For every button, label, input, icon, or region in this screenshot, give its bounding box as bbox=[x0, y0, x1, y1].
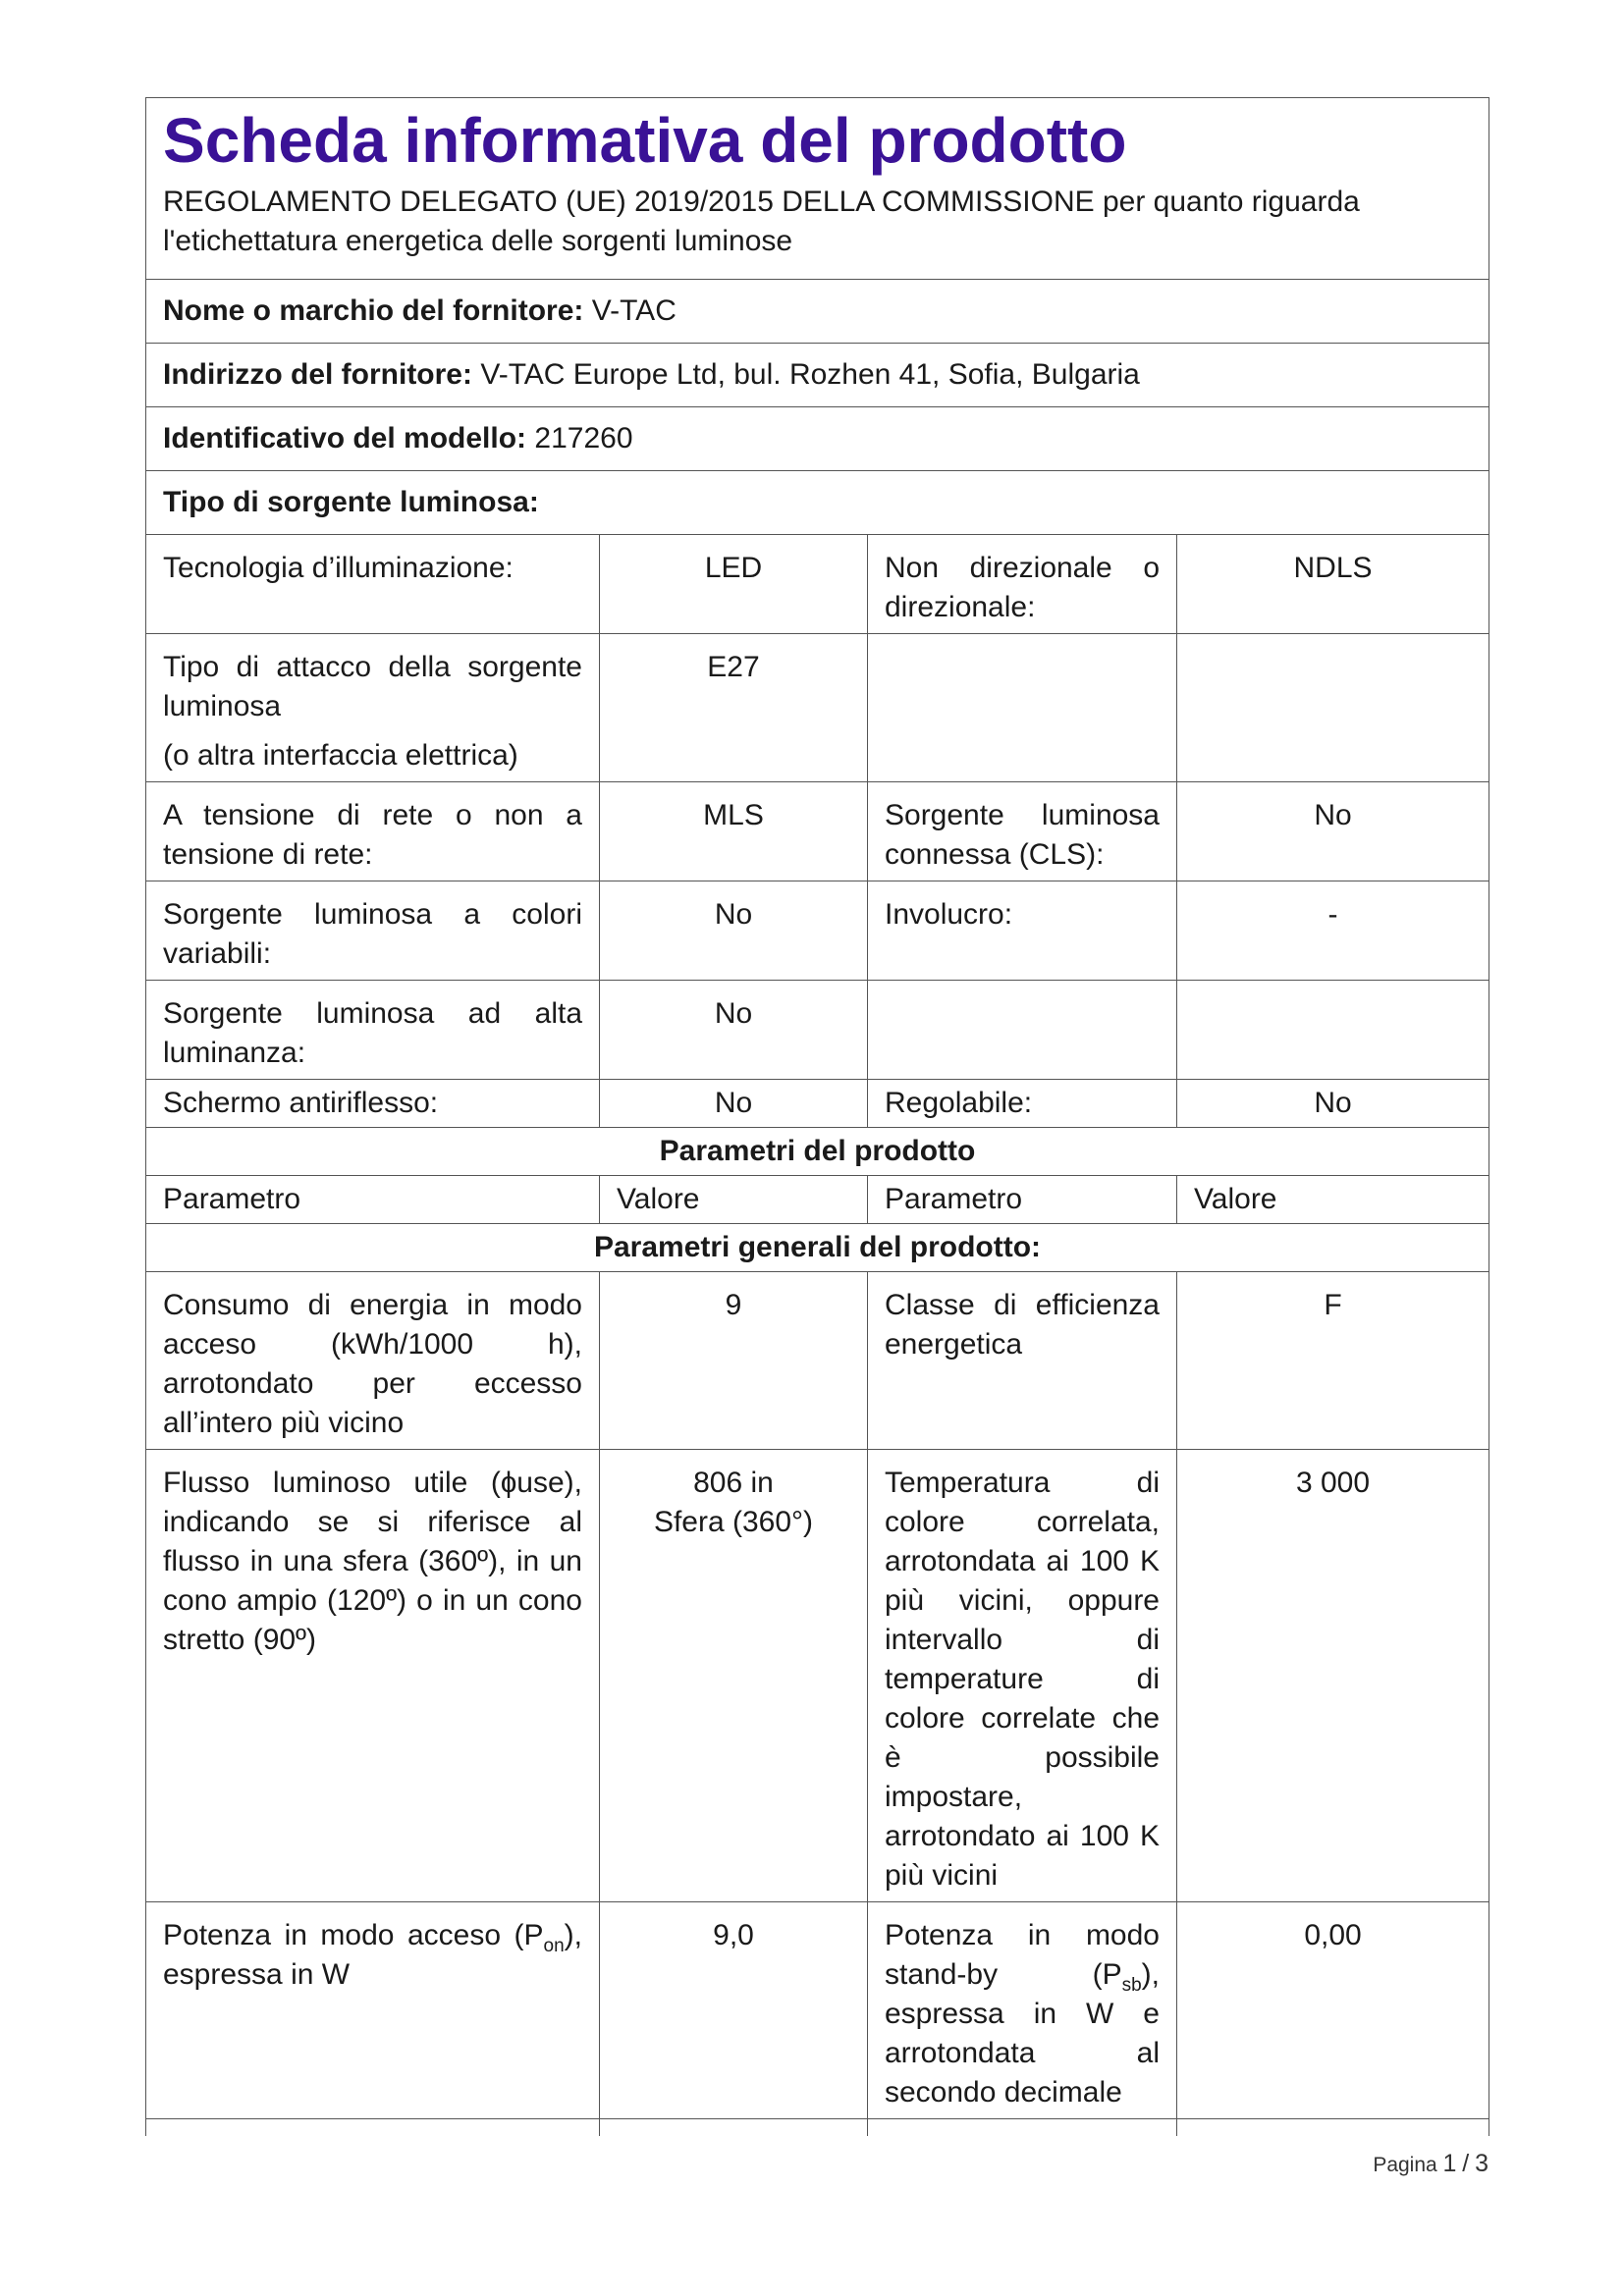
useful-flux-value: 806 in bbox=[693, 1467, 774, 1499]
header-cell bbox=[146, 98, 1489, 280]
table-row bbox=[146, 535, 1489, 634]
cap-type-value: E27 bbox=[600, 634, 868, 782]
envelope-value: - bbox=[1177, 881, 1489, 981]
energy-consumption-label: Consumo di energia in modo acceso (kWh/1000 h), arrotondato per eccesso all’intero più vicino bbox=[146, 1272, 600, 1450]
connected-label: Sorgente luminosa connessa (CLS): bbox=[868, 782, 1177, 881]
column-header-value: Valore bbox=[600, 1176, 868, 1224]
table-row bbox=[146, 881, 1489, 981]
page-title: Scheda informativa del prodotto bbox=[163, 105, 1127, 176]
colour-temperature-label: Temperatura di colore correlata, arrotondata ai 100 K più vicini, oppure intervallo di temperature di colore correlate che è possibile impostare, arrotondato ai 100 K più vicini bbox=[868, 1450, 1177, 1902]
general-parameters-title: Parametri generali del prodotto: bbox=[146, 1224, 1489, 1272]
on-mode-power-label: Potenza in modo acceso $(P_{on})$, espressa in W bbox=[146, 1902, 600, 2119]
directional-value: NDLS bbox=[1177, 535, 1489, 634]
empty-cell bbox=[868, 981, 1177, 1080]
column-header-row bbox=[146, 1176, 1489, 1224]
energy-efficiency-class-label: Classe di efficienza energetica bbox=[868, 1272, 1177, 1450]
useful-flux-label: Flusso luminoso utile (ɸuse), indicando se si riferisce al flusso in una sfera (360º), in un cono ampio (120º) o in un cono stretto (90º) bbox=[146, 1450, 600, 1902]
high-luminance-value: No bbox=[600, 981, 868, 1080]
dimmable-value: No bbox=[1177, 1080, 1489, 1128]
model-identifier-value: 217260 bbox=[534, 422, 633, 454]
on-mode-power-value: 9,0 bbox=[600, 1902, 868, 2119]
empty-cell bbox=[1177, 634, 1489, 782]
envelope-label: Involucro: bbox=[868, 881, 1177, 981]
column-header-parameter: Parametro bbox=[868, 1176, 1177, 1224]
section-header-row bbox=[146, 1224, 1489, 1272]
mains-label: A tensione di rete o non a tensione di rete: bbox=[146, 782, 600, 881]
useful-flux-unit: Sfera (360°) bbox=[653, 1506, 814, 1538]
light-source-type-row bbox=[146, 471, 1489, 535]
page-current: 1 bbox=[1442, 2150, 1457, 2177]
empty-cell bbox=[868, 634, 1177, 782]
colour-temperature-value: 3 000 bbox=[1177, 1450, 1489, 1902]
regulation-line-1: REGOLAMENTO DELEGATO (UE) 2019/2015 DELLA COMMISSIONE per quanto riguarda bbox=[163, 186, 1360, 218]
supplier-address-row bbox=[146, 344, 1489, 407]
section-header-row bbox=[146, 1128, 1489, 1176]
cap-type-label-note: (o altra interfaccia elettrica) bbox=[163, 739, 518, 772]
page-number bbox=[1373, 2150, 1489, 2178]
page-total: 3 bbox=[1475, 2150, 1489, 2177]
cap-type-label: Tipo di attacco della sorgente luminosa bbox=[163, 651, 582, 722]
empty-cell bbox=[1177, 981, 1489, 1080]
page-separator: / bbox=[1462, 2150, 1470, 2177]
mains-value: MLS bbox=[600, 782, 868, 881]
table-row bbox=[146, 981, 1489, 1080]
model-identifier-label: Identificativo del modello: bbox=[163, 422, 527, 454]
table-row bbox=[146, 1080, 1489, 1128]
energy-efficiency-class-value: F bbox=[1177, 1272, 1489, 1450]
high-luminance-label: Sorgente luminosa ad alta luminanza: bbox=[146, 981, 600, 1080]
cap-type-cell bbox=[146, 634, 600, 782]
directional-label: Non direzionale o direzionale: bbox=[868, 535, 1177, 634]
supplier-name-row bbox=[146, 280, 1489, 344]
colour-tunable-label: Sorgente luminosa a colori variabili: bbox=[146, 881, 600, 981]
column-header-parameter: Parametro bbox=[146, 1176, 600, 1224]
supplier-address-value: V-TAC Europe Ltd, bul. Rozhen 41, Sofia, Bulgaria bbox=[480, 358, 1140, 391]
anti-glare-value: No bbox=[600, 1080, 868, 1128]
energy-consumption-value: 9 bbox=[600, 1272, 868, 1450]
lighting-technology-label: Tecnologia d’illuminazione: bbox=[146, 535, 600, 634]
column-header-value: Valore bbox=[1177, 1176, 1489, 1224]
header-row bbox=[146, 98, 1489, 280]
connected-value: No bbox=[1177, 782, 1489, 881]
product-parameters-title: Parametri del prodotto bbox=[146, 1128, 1489, 1176]
standby-power-value: 0,00 bbox=[1177, 1902, 1489, 2119]
standby-power-label: Potenza in modo stand-by $(P_{sb})$, espressa in W e arrotondata al secondo decimale bbox=[868, 1902, 1177, 2119]
colour-tunable-value: No bbox=[600, 881, 868, 981]
dimmable-label: Regolabile: bbox=[868, 1080, 1177, 1128]
table-row bbox=[146, 1450, 1489, 1902]
supplier-name-value: V-TAC bbox=[591, 294, 677, 327]
lighting-technology-value: LED bbox=[600, 535, 868, 634]
page-label: Pagina bbox=[1373, 2154, 1437, 2176]
anti-glare-label: Schermo antiriflesso: bbox=[146, 1080, 600, 1128]
table-row bbox=[146, 634, 1489, 782]
supplier-name-label: Nome o marchio del fornitore: bbox=[163, 294, 584, 327]
model-identifier-row bbox=[146, 407, 1489, 471]
product-information-sheet bbox=[145, 97, 1489, 2287]
table-row bbox=[146, 782, 1489, 881]
useful-flux-value-cell bbox=[600, 1450, 868, 1902]
table-row bbox=[146, 1902, 1489, 2119]
supplier-address-label: Indirizzo del fornitore: bbox=[163, 358, 472, 391]
regulation-line-2: l'etichettatura energetica delle sorgenti luminose bbox=[163, 225, 793, 257]
light-source-type-label: Tipo di sorgente luminosa: bbox=[163, 486, 539, 518]
table-row bbox=[146, 1272, 1489, 1450]
